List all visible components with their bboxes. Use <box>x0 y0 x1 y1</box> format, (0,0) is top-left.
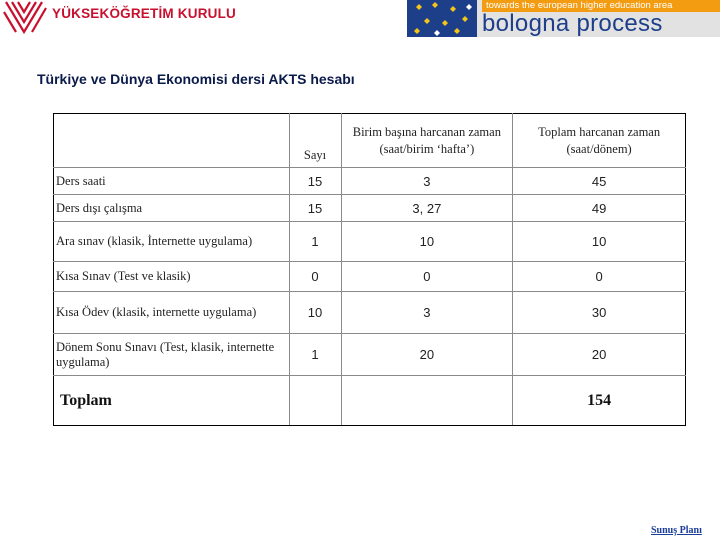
page-title: Türkiye ve Dünya Ekonomisi dersi AKTS hesabı <box>37 71 355 87</box>
row-total: 49 <box>513 195 686 222</box>
row-unit: 3 <box>341 168 513 195</box>
header-empty-cell <box>54 114 290 168</box>
header-toplam: Toplam harcanan zaman (saat/dönem) <box>513 114 686 168</box>
row-label: Ara sınav (klasik, İnternette uygulama) <box>54 222 290 262</box>
row-total: 30 <box>513 292 686 334</box>
row-unit: 3, 27 <box>341 195 513 222</box>
total-empty-cell <box>289 376 341 426</box>
table-row <box>54 222 686 262</box>
row-unit: 3 <box>341 292 513 334</box>
row-count: 15 <box>289 168 341 195</box>
yok-logo-text: YÜKSEKÖĞRETİM KURULU <box>52 6 237 21</box>
akts-table <box>53 113 686 426</box>
bologna-stars-icon <box>407 0 477 37</box>
table-row <box>54 334 686 376</box>
table-row <box>54 168 686 195</box>
header-sayi: Sayı <box>289 114 341 168</box>
total-value: 154 <box>513 376 686 426</box>
yok-logo <box>0 0 237 34</box>
table-row <box>54 292 686 334</box>
row-count: 0 <box>289 262 341 292</box>
row-count: 10 <box>289 292 341 334</box>
bologna-tagline: towards the european higher education area <box>482 0 720 12</box>
row-unit: 10 <box>341 222 513 262</box>
row-total: 20 <box>513 334 686 376</box>
row-unit: 20 <box>341 334 513 376</box>
table-row <box>54 262 686 292</box>
table-total-row <box>54 376 686 426</box>
row-unit: 0 <box>341 262 513 292</box>
table-header-row <box>54 114 686 168</box>
total-label: Toplam <box>54 376 290 426</box>
bologna-title: bologna process <box>482 10 663 37</box>
row-label: Kısa Sınav (Test ve klasik) <box>54 262 290 292</box>
row-total: 0 <box>513 262 686 292</box>
row-count: 1 <box>289 222 341 262</box>
row-count: 1 <box>289 334 341 376</box>
row-label: Ders saati <box>54 168 290 195</box>
header-birim: Birim başına harcanan zaman (saat/birim ‘hafta’) <box>341 114 513 168</box>
sunus-plani-link[interactable]: Sunuş Planı <box>651 525 702 536</box>
row-label: Kısa Ödev (klasik, internette uygulama) <box>54 292 290 334</box>
row-label: Dönem Sonu Sınavı (Test, klasik, internette uygulama) <box>54 334 290 376</box>
table-row <box>54 195 686 222</box>
row-count: 15 <box>289 195 341 222</box>
row-label: Ders dışı çalışma <box>54 195 290 222</box>
total-empty-cell <box>341 376 513 426</box>
yok-logo-icon <box>2 0 50 34</box>
bologna-logo <box>407 0 720 37</box>
row-total: 10 <box>513 222 686 262</box>
row-total: 45 <box>513 168 686 195</box>
